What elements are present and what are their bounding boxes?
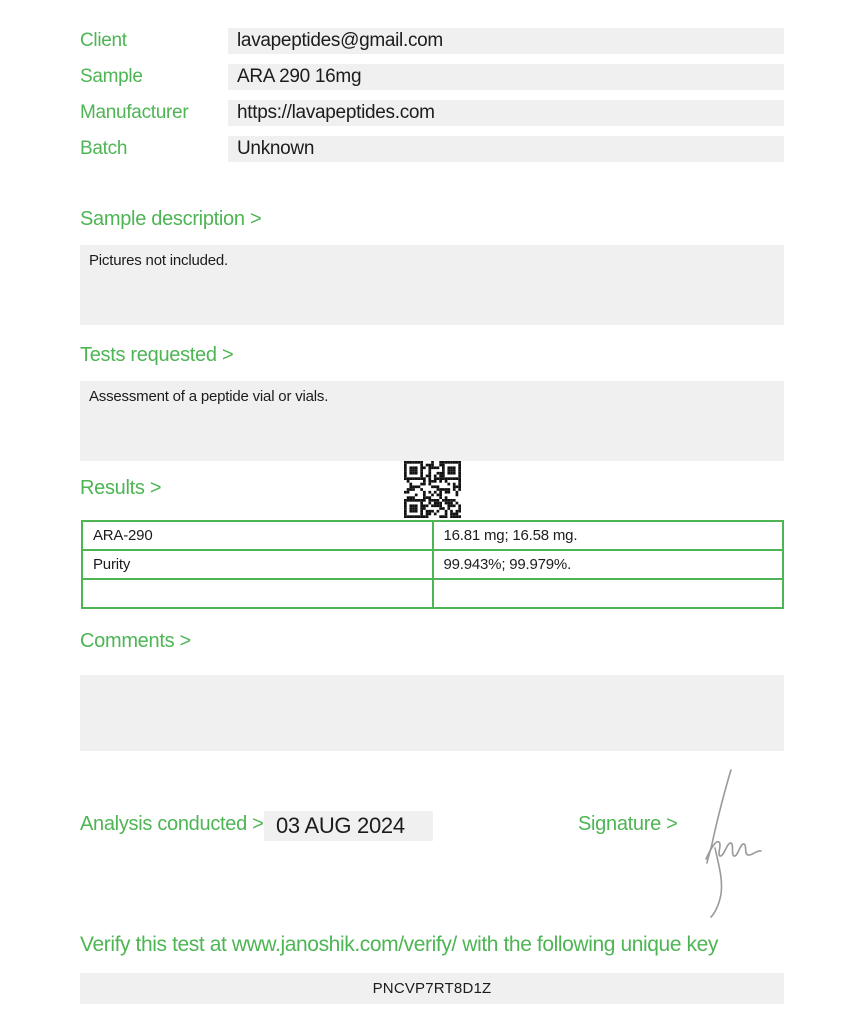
result-value-cell: 99.943%; 99.979%.: [433, 550, 784, 579]
verify-key: PNCVP7RT8D1Z: [80, 973, 784, 1004]
result-name-cell: Purity: [82, 550, 433, 579]
qr-code-container: [404, 461, 461, 518]
result-name-cell: ARA-290: [82, 521, 433, 550]
client-value: lavapeptides@gmail.com: [228, 28, 784, 54]
meta-fields: [80, 28, 784, 172]
table-row: [82, 550, 783, 579]
signature-container: [693, 762, 797, 920]
sample-description-box: Pictures not included.: [80, 245, 784, 325]
analysis-date: 03 AUG 2024: [264, 811, 433, 841]
comments-box: [80, 675, 784, 751]
result-name-cell: [82, 579, 433, 608]
result-value-cell: [433, 579, 784, 608]
sample-description-heading: Sample description >: [80, 208, 262, 230]
analysis-signature-row: [80, 811, 784, 841]
qr-code-image: [404, 461, 461, 518]
table-row: [82, 579, 783, 608]
batch-value: Unknown: [228, 136, 784, 162]
results-table: [81, 520, 784, 609]
comments-heading: Comments >: [80, 630, 191, 652]
sample-value: ARA 290 16mg: [228, 64, 784, 90]
verify-instruction: Verify this test at www.janoshik.com/verify/ with the following unique key: [80, 933, 719, 956]
analysis-conducted-label: Analysis conducted >: [80, 813, 264, 835]
manufacturer-value: https://lavapeptides.com: [228, 100, 784, 126]
signature-image: [693, 762, 797, 920]
client-label: Client: [80, 30, 127, 51]
tests-requested-heading: Tests requested >: [80, 344, 234, 366]
result-value-cell: 16.81 mg; 16.58 mg.: [433, 521, 784, 550]
sample-label: Sample: [80, 66, 143, 87]
field-row-sample: [80, 64, 784, 90]
field-row-batch: [80, 136, 784, 162]
field-row-client: [80, 28, 784, 54]
tests-requested-box: Assessment of a peptide vial or vials.: [80, 381, 784, 461]
signature-label: Signature >: [578, 813, 678, 835]
table-row: [82, 521, 783, 550]
results-heading: Results >: [80, 477, 162, 499]
batch-label: Batch: [80, 138, 128, 159]
field-row-manufacturer: [80, 100, 784, 126]
manufacturer-label: Manufacturer: [80, 102, 189, 123]
